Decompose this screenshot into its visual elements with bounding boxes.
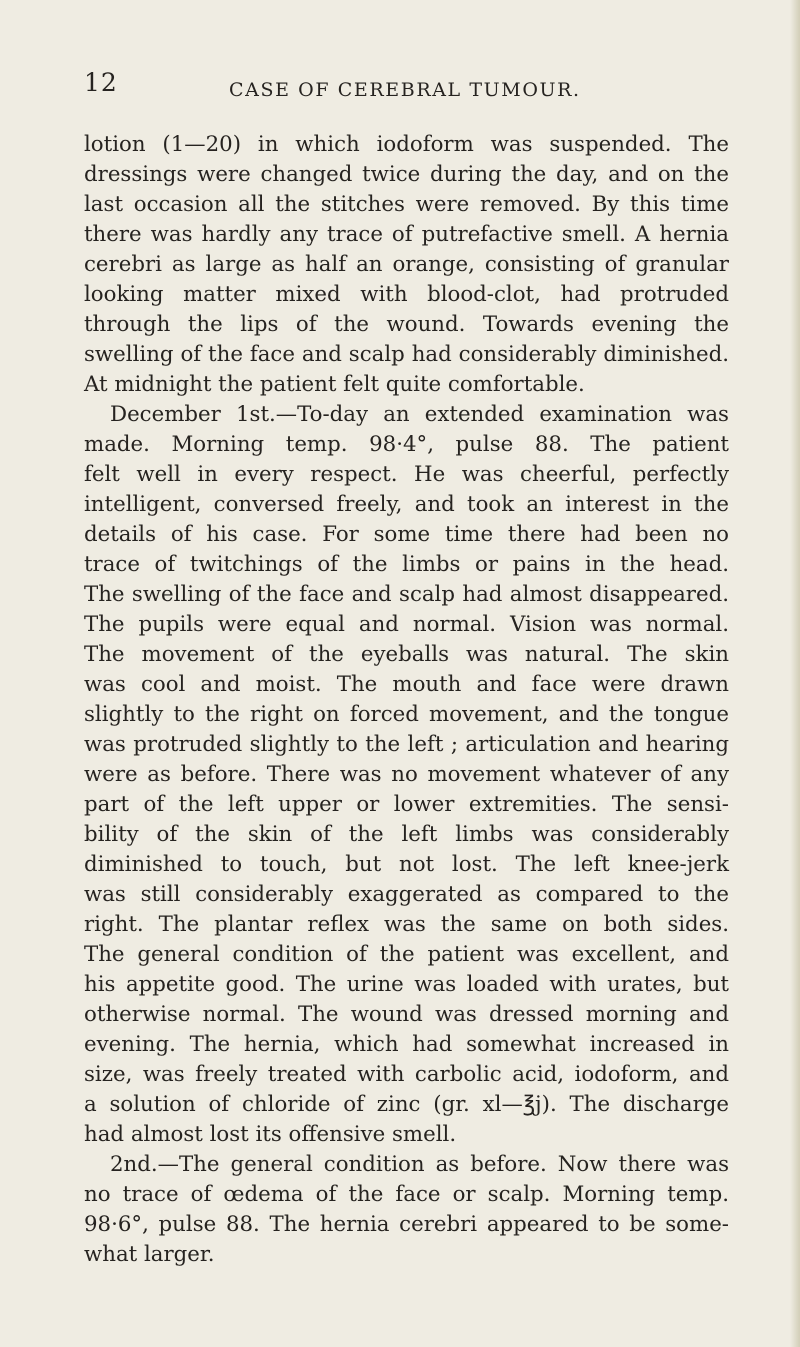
text-line: were as before. There was no movement whatever of any	[84, 762, 729, 787]
text-line: there was hardly any trace of putrefactive smell. A hernia	[84, 222, 729, 247]
text-line: no trace of œdema of the face or scalp. Morning temp.	[84, 1182, 729, 1207]
text-line: last occasion all the stitches were removed. By this time	[84, 192, 729, 217]
text-line: 2nd.—The general condition as before. Now there was	[110, 1152, 729, 1177]
text-line: made. Morning temp. 98·4°, pulse 88. The patient	[84, 432, 729, 457]
text-line: cerebri as large as half an orange, consisting of granular	[84, 252, 729, 277]
text-line: The movement of the eyeballs was natural. The skin	[84, 642, 729, 667]
text-line: slightly to the right on forced movement, and the tongue	[84, 702, 729, 727]
text-line: bility of the skin of the left limbs was considerably	[84, 822, 729, 847]
text-line: details of his case. For some time there had been no	[84, 522, 729, 547]
text-line: felt well in every respect. He was cheerful, perfectly	[84, 462, 729, 487]
text-line: lotion (1—20) in which iodoform was suspended. The	[84, 132, 729, 157]
text-line: 98·6°, pulse 88. The hernia cerebri appeared to be some-	[84, 1212, 729, 1237]
text-line: dressings were changed twice during the day, and on the	[84, 162, 729, 187]
text-line: otherwise normal. The wound was dressed morning and	[84, 1002, 729, 1027]
text-line: The general condition of the patient was excellent, and	[84, 942, 729, 967]
running-head: CASE OF CEREBRAL TUMOUR.	[229, 79, 581, 101]
text-line: part of the left upper or lower extremities. The sensi-	[84, 792, 729, 817]
text-line: The pupils were equal and normal. Vision was normal.	[84, 612, 729, 637]
text-line: looking matter mixed with blood-clot, had protruded	[84, 282, 729, 307]
text-line: what larger.	[84, 1242, 215, 1267]
text-line: right. The plantar reflex was the same on both sides.	[84, 912, 729, 937]
text-line: trace of twitchings of the limbs or pains in the head.	[84, 552, 729, 577]
text-line: his appetite good. The urine was loaded with urates, but	[84, 972, 729, 997]
text-line: was protruded slightly to the left ; articulation and hearing	[84, 732, 729, 757]
page-header	[84, 68, 744, 108]
text-line: The swelling of the face and scalp had almost disappeared.	[84, 582, 729, 607]
text-line: was still considerably exaggerated as compared to the	[84, 882, 729, 907]
page-edge-shadow	[790, 0, 800, 1347]
page-number: 12	[84, 68, 118, 97]
text-line: swelling of the face and scalp had considerably diminished.	[84, 342, 729, 367]
text-line: intelligent, conversed freely, and took an interest in the	[84, 492, 729, 517]
text-line: a solution of chloride of zinc (gr. xl—℥j). The discharge	[84, 1092, 729, 1117]
text-line: diminished to touch, but not lost. The left knee-jerk	[84, 852, 729, 877]
text-line: had almost lost its offensive smell.	[84, 1122, 457, 1147]
text-line: At midnight the patient felt quite comfortable.	[84, 372, 585, 397]
text-line: was cool and moist. The mouth and face were drawn	[84, 672, 729, 697]
text-line: through the lips of the wound. Towards evening the	[84, 312, 729, 337]
text-line: size, was freely treated with carbolic acid, iodoform, and	[84, 1062, 729, 1087]
text-line: evening. The hernia, which had somewhat increased in	[84, 1032, 729, 1057]
text-line: December 1st.—To-day an extended examination was	[110, 402, 729, 427]
